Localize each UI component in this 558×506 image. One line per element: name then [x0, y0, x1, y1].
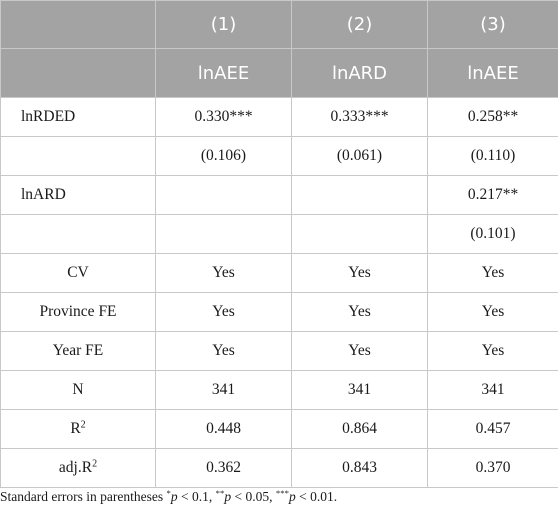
table-cell: 0.843 — [292, 449, 428, 488]
table-cell — [156, 176, 292, 215]
row-label — [1, 215, 156, 254]
table-cell — [156, 215, 292, 254]
table-cell: (0.101) — [428, 215, 558, 254]
footnote-text: < 0.01. — [295, 489, 338, 504]
table-cell: 0.448 — [156, 410, 292, 449]
table-row — [1, 137, 558, 176]
table-cell: 0.370 — [428, 449, 558, 488]
table-cell: Yes — [428, 332, 558, 371]
row-label-text: lnARD — [21, 186, 66, 203]
table-row — [1, 449, 558, 488]
header-row-numbers — [1, 1, 558, 49]
table-cell: Yes — [292, 332, 428, 371]
table-row — [1, 332, 558, 371]
dependent-var: lnAEE — [428, 49, 558, 98]
table-header — [1, 1, 558, 98]
table-row — [1, 98, 558, 137]
table-row — [1, 215, 558, 254]
table-cell: (0.110) — [428, 137, 558, 176]
row-label-text: R — [70, 420, 81, 437]
table-cell: 0.864 — [292, 410, 428, 449]
header-corner — [1, 49, 156, 98]
row-label — [1, 176, 156, 215]
footnote-stars: *** — [275, 488, 290, 499]
table-cell: Yes — [156, 293, 292, 332]
footnote-stars: ** — [215, 488, 225, 499]
row-label-text: Year FE — [52, 342, 104, 359]
table-cell: 0.330*** — [156, 98, 292, 137]
row-label — [1, 98, 156, 137]
footnote-stars: * — [166, 488, 171, 499]
dependent-var: lnAEE — [156, 49, 292, 98]
table-body — [1, 98, 558, 488]
header-corner — [1, 1, 156, 49]
table-row — [1, 293, 558, 332]
table-cell: Yes — [156, 332, 292, 371]
table-cell: 0.362 — [156, 449, 292, 488]
column-number: (2) — [292, 1, 428, 49]
footnote-text: Standard errors in parentheses — [0, 489, 167, 504]
table-footnote — [0, 489, 337, 505]
row-label — [1, 293, 156, 332]
table-cell — [292, 176, 428, 215]
row-label-text: lnRDED — [21, 108, 76, 125]
footnote-text: < 0.1, — [177, 489, 216, 504]
table-row — [1, 254, 558, 293]
table-cell: 341 — [292, 371, 428, 410]
row-label-text: adj.R — [58, 459, 93, 476]
footnote-text: < 0.05, — [231, 489, 276, 504]
table-cell: 341 — [156, 371, 292, 410]
table-cell: Yes — [156, 254, 292, 293]
column-number: (3) — [428, 1, 558, 49]
table-cell: 0.457 — [428, 410, 558, 449]
column-number: (1) — [156, 1, 292, 49]
table-cell: 341 — [428, 371, 558, 410]
table-cell: 0.333*** — [292, 98, 428, 137]
table-cell: Yes — [428, 254, 558, 293]
row-label-superscript: 2 — [92, 458, 98, 470]
table-cell: 0.217** — [428, 176, 558, 215]
row-label-text: CV — [67, 264, 89, 281]
table-row — [1, 371, 558, 410]
table-cell: Yes — [292, 293, 428, 332]
footnote-p: p — [289, 489, 296, 504]
table-row — [1, 410, 558, 449]
table-row — [1, 176, 558, 215]
row-label — [1, 371, 156, 410]
row-label-superscript: 2 — [80, 419, 86, 431]
table-cell: Yes — [292, 254, 428, 293]
footnote-p: p — [170, 489, 178, 504]
footnote-p: p — [224, 489, 232, 504]
table-cell: 0.258** — [428, 98, 558, 137]
table-cell: (0.061) — [292, 137, 428, 176]
dependent-var: lnARD — [292, 49, 428, 98]
table-cell: Yes — [428, 293, 558, 332]
row-label-text: N — [72, 381, 84, 398]
table-cell: (0.106) — [156, 137, 292, 176]
row-label — [1, 410, 156, 449]
row-label — [1, 332, 156, 371]
row-label — [1, 449, 156, 488]
header-row-dependent-vars — [1, 49, 558, 98]
row-label-text: Province FE — [39, 303, 117, 320]
row-label — [1, 254, 156, 293]
row-label — [1, 137, 156, 176]
table-cell — [292, 215, 428, 254]
